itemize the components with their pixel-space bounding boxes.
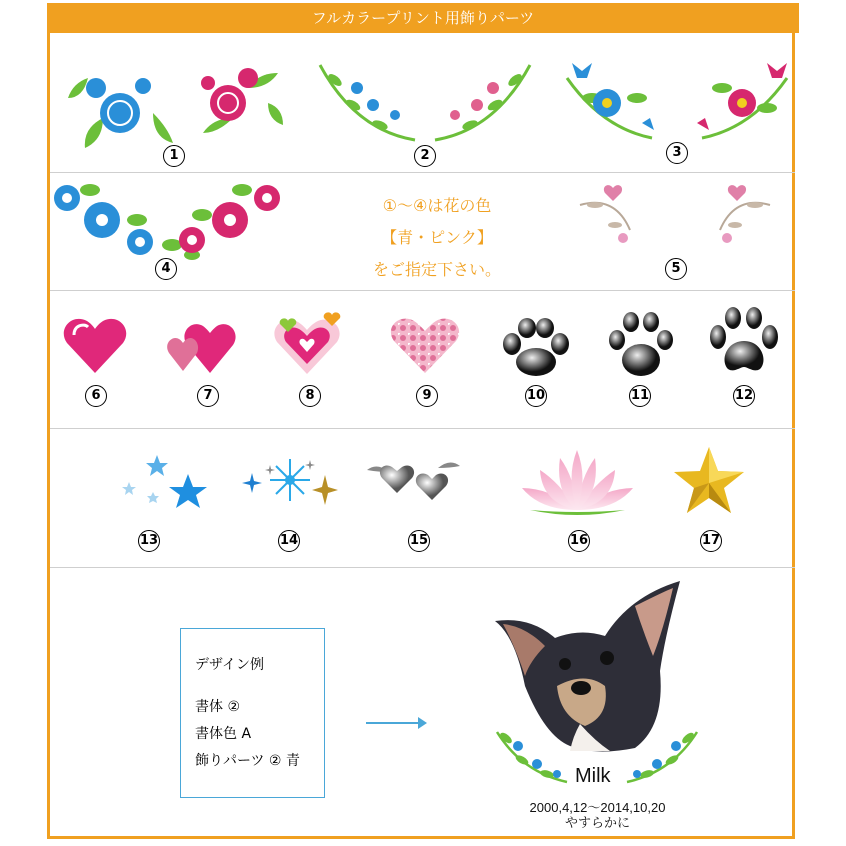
part-number-10: 10	[525, 385, 547, 407]
sparkle-part-14	[240, 455, 340, 505]
row-divider	[50, 428, 795, 429]
part-number-3: 3	[666, 142, 688, 164]
part-number-14: 14	[278, 530, 300, 552]
part-number-1: 1	[163, 145, 185, 167]
double-heart-part-7	[165, 313, 237, 375]
part-number-7: 7	[197, 385, 219, 407]
layered-heart-part-8	[272, 312, 342, 376]
arrow-right-icon	[364, 715, 428, 731]
lotus-part-16	[520, 448, 635, 520]
star-icon	[122, 455, 207, 508]
part-number-8: 8	[299, 385, 321, 407]
flower-color-note	[352, 190, 522, 286]
part-number-2: 2	[414, 145, 436, 167]
example-font: 書体 ②	[195, 699, 241, 715]
row-divider	[50, 290, 795, 291]
stars-part-13	[115, 452, 210, 512]
part-number-13: 13	[138, 530, 160, 552]
part-number-12: 12	[733, 385, 755, 407]
epitaph-text: やすらかに	[564, 815, 630, 830]
dates-text: 2000,4,12～2014,10,20	[529, 800, 666, 815]
heart-part-6	[62, 315, 128, 375]
part-number-5: 5	[665, 258, 687, 280]
leaf-icon	[326, 72, 523, 132]
rose-garland-part-1	[58, 58, 290, 150]
gold-star-part-17	[672, 445, 746, 515]
paw-print-part-10	[500, 318, 570, 378]
floral-garland-part-3	[562, 58, 794, 143]
rose-icon	[100, 93, 140, 133]
part-number-16: 16	[568, 530, 590, 552]
daisy-garland-part-4	[52, 180, 284, 265]
paw-print-part-11	[607, 312, 675, 378]
example-heading: デザイン例	[195, 657, 265, 673]
note-line: 【青・ピンク】	[381, 228, 493, 247]
row-divider	[50, 567, 795, 568]
leaf-icon	[587, 202, 763, 228]
floral-heart-part-9	[388, 313, 462, 375]
sparkle-icon	[242, 459, 338, 505]
winged-hearts-part-15	[362, 458, 467, 508]
part-number-15: 15	[408, 530, 430, 552]
heart-vine-part-5	[575, 180, 775, 250]
bud-icon	[572, 63, 592, 78]
example-parts: 飾りパーツ ② 青	[195, 753, 300, 769]
design-example-box	[180, 628, 325, 798]
floral-garland-part-2	[315, 60, 535, 145]
pet-name: Milk	[575, 765, 611, 787]
note-line: ①～④は花の色	[382, 196, 492, 215]
pet-dates	[470, 800, 725, 830]
part-number-6: 6	[85, 385, 107, 407]
rose-icon	[210, 85, 246, 121]
part-number-9: 9	[416, 385, 438, 407]
part-number-17: 17	[700, 530, 722, 552]
example-font-color: 書体色 A	[195, 726, 252, 742]
bud-icon	[767, 63, 787, 78]
heart-icon	[604, 185, 622, 201]
part-number-4: 4	[155, 258, 177, 280]
part-number-11: 11	[629, 385, 651, 407]
paw-print-part-12	[708, 307, 780, 377]
note-line: をご指定下さい。	[372, 260, 501, 279]
heart-icon	[728, 185, 746, 201]
row-divider	[50, 172, 795, 173]
page-title: フルカラープリント用飾りパーツ	[47, 3, 799, 33]
